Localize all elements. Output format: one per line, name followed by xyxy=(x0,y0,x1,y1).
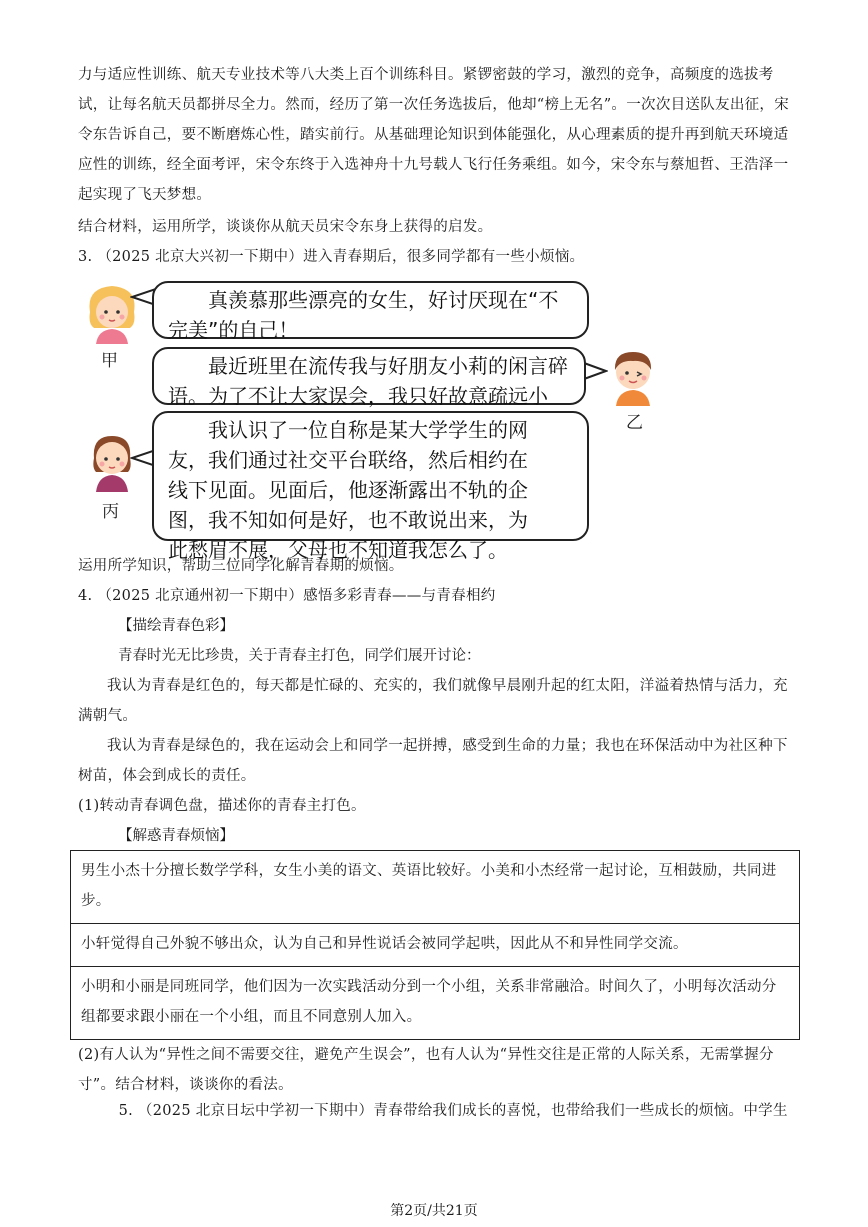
speech-text-jia: 真羡慕那些漂亮的女生，好讨厌现在“不完美”的自己！ xyxy=(168,288,559,342)
bubble-tail-yi xyxy=(584,360,608,382)
case-cell: 小轩觉得自己外貌不够出众，认为自己和异性说话会被同学起哄，因此从不和异性同学交流。 xyxy=(71,924,800,967)
q4-title: 4. （2025 北京通州初一下期中）感悟多彩青春——与青春相约 xyxy=(78,588,496,604)
q4-sub2: (2)有人认为“异性之间不需要交往，避免产生误会”，也有人认为“异性交往是正常的人际关系，无需掌握分寸”。结合材料，谈谈你的看法。 xyxy=(78,1047,774,1093)
boy-yi-avatar xyxy=(606,344,660,406)
q3-prompt: 运用所学知识，帮助三位同学化解青春期的烦恼。 xyxy=(78,558,404,574)
q3-title: 3. （2025 北京大兴初一下期中）进入青春期后，很多同学都有一些小烦恼。 xyxy=(78,249,585,265)
opinion-green: 我认为青春是绿色的，我在运动会上和同学一起拼搏，感受到生命的力量；我也在环保活动中为社区种下树苗，体会到成长的责任。 xyxy=(78,738,788,784)
speech-bubble-jia xyxy=(152,281,589,342)
speaker-jia-label: 甲 xyxy=(101,351,118,371)
speaker-yi-label: 乙 xyxy=(626,413,643,433)
section-describe-youth: 【描绘青春色彩】 xyxy=(118,618,234,634)
opinion-red: 我认为青春是红色的，每天都是忙碌的、充实的，我们就像早晨刚升起的红太阳，洋溢着热情与活力，充满朝气。 xyxy=(78,678,788,724)
speech-bubble-yi xyxy=(152,347,586,408)
q4-sub1: (1)转动青春调色盘，描述你的青春主打色。 xyxy=(78,798,366,814)
case-cell: 小明和小丽是同班同学，他们因为一次实践活动分到一个小组，关系非常融洽。时间久了，小明每次活动分组都要求跟小丽在一个小组，而且不同意别人加入。 xyxy=(71,967,800,1040)
case-row xyxy=(71,967,800,1040)
case-table xyxy=(70,850,800,1040)
case-cell: 男生小杰十分擅长数学学科，女生小美的语文、英语比较好。小美和小杰经常一起讨论，互相鼓励，共同进步。 xyxy=(71,851,800,924)
speech-bubble-bing xyxy=(152,411,589,562)
case-row xyxy=(71,924,800,967)
page-footer: 第2页/共21页 xyxy=(390,1203,478,1219)
case-row xyxy=(71,851,800,924)
intro-paragraph: 力与适应性训练、航天专业技术等八大类上百个训练科目。紧锣密鼓的学习，激烈的竞争，高频度的选拔考试，让每名航天员都拼尽全力。然而，经历了第一次任务选拔后，他却“榜上无名”。一次次目送队友出征，宋令东告诉自己，要不断磨炼心性，踏实前行。从基础理论知识到体能强化，从心理素质的提升再到航天环境适应性的训练，经全面考评，宋令东终于入选神舟十九号载人飞行任务乘组。如今，宋令东与蔡旭哲、王浩泽一起实现了飞天梦想。 xyxy=(78,67,790,203)
section-resolve-troubles: 【解惑青春烦恼】 xyxy=(118,828,234,844)
q2-prompt: 结合材料，运用所学，谈谈你从航天员宋令东身上获得的启发。 xyxy=(78,219,493,235)
speech-text-yi: 最近班里在流传我与好朋友小莉的闲言碎语。为了不让大家误会，我只好故意疏远小 xyxy=(168,354,568,408)
q5-title: 5. （2025 北京日坛中学初一下期中）青春带给我们成长的喜悦，也带给我们一些成长的烦恼。中学生 xyxy=(118,1103,788,1119)
speaker-bing-label: 丙 xyxy=(102,502,119,522)
discussion-intro: 青春时光无比珍贵，关于青春主打色，同学们展开讨论： xyxy=(118,648,481,664)
speech-text-bing: 我认识了一位自称是某大学学生的网友，我们通过社交平台联络，然后相约在线下见面。见面后，他逐渐露出不轨的企图，我不知如何是好，也不敢说出来，为此愁眉不展，父母也不知道我怎么了。 xyxy=(168,418,528,562)
